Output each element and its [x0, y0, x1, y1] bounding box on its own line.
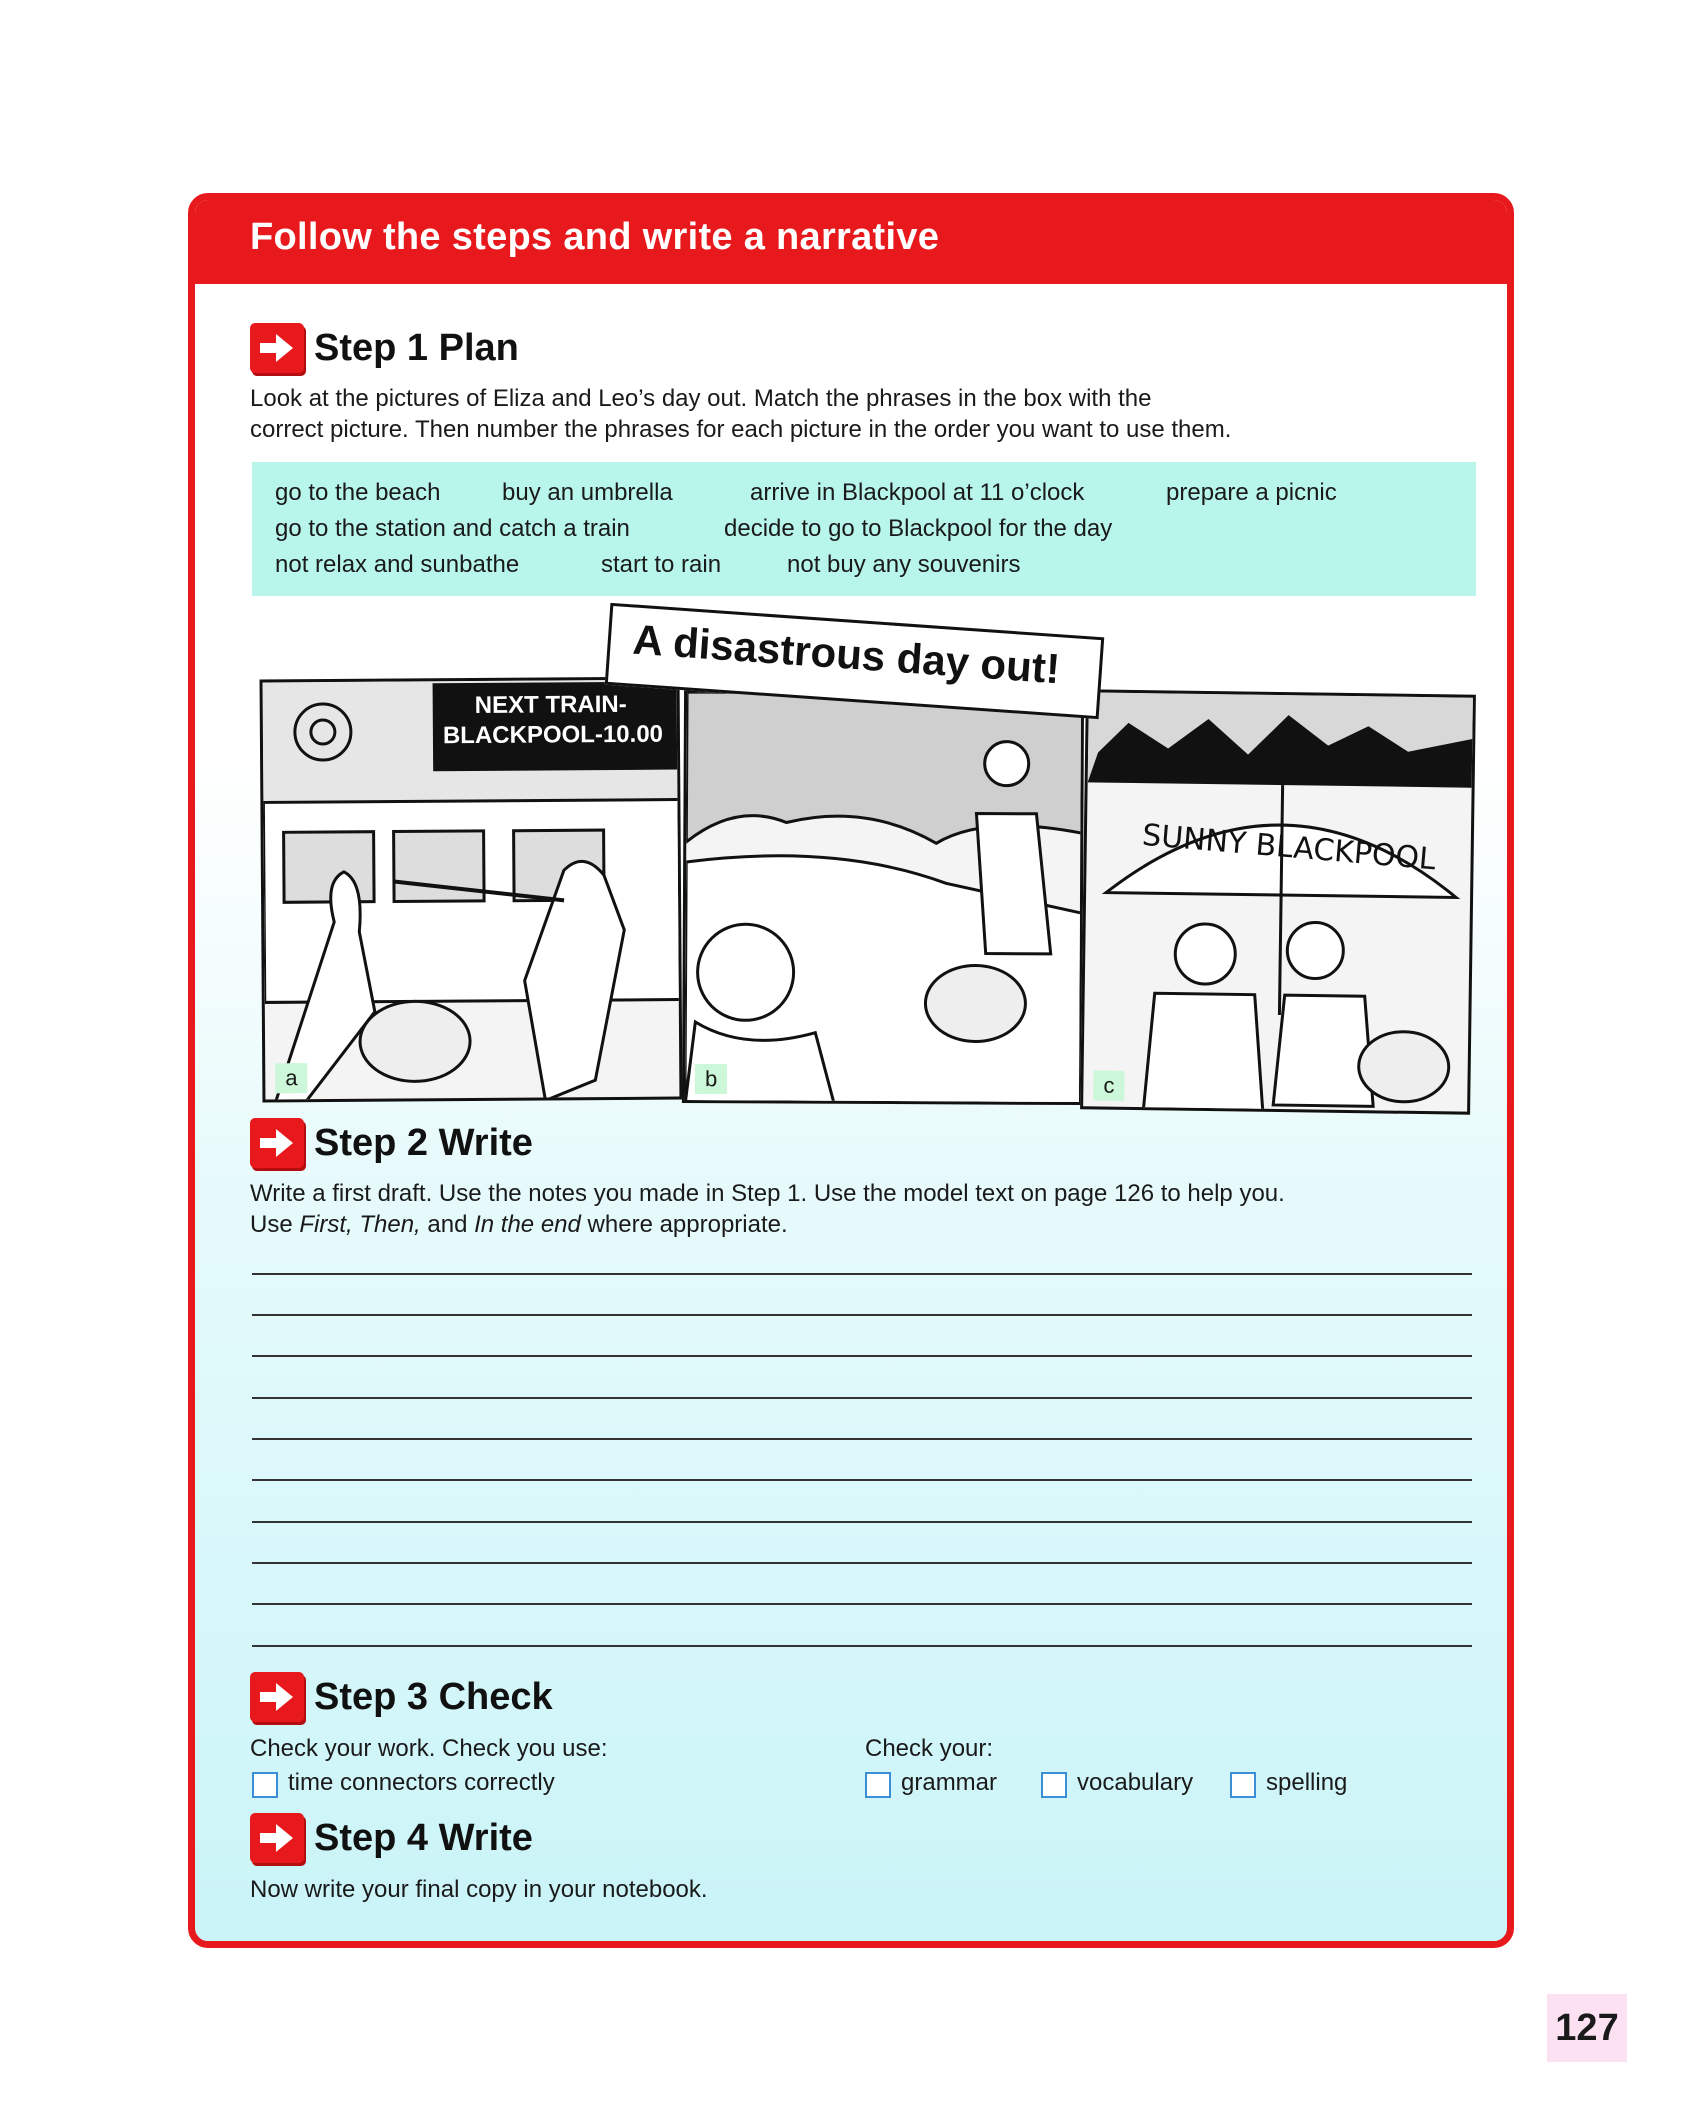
arrow-right-icon	[250, 323, 304, 373]
station-sign-line-1: NEXT TRAIN-	[474, 690, 627, 719]
check-your-prompt: Check your:	[865, 1735, 994, 1762]
grammar-label: grammar	[901, 1769, 998, 1796]
step-1-title: Step 1 Plan	[314, 326, 519, 369]
rain-beach-illustration	[685, 692, 1084, 1105]
grammar-checkbox[interactable]	[865, 1772, 891, 1798]
station-sign-line-2: BLACKPOOL-10.00	[442, 720, 664, 750]
vocabulary-checkbox[interactable]	[1041, 1772, 1067, 1798]
step-1-instructions-line-2: correct picture. Then number the phrases for each picture in the order you want to use them.	[250, 416, 1232, 443]
writing-line[interactable]	[252, 1603, 1472, 1605]
step-1-instructions-line-1: Look at the pictures of Eliza and Leo’s day out. Match the phrases in the box with the	[250, 385, 1152, 412]
writing-line[interactable]	[252, 1521, 1472, 1523]
writing-line[interactable]	[252, 1397, 1472, 1399]
phrase-item: buy an umbrella	[502, 479, 673, 506]
comic-label-b: b	[695, 1064, 727, 1094]
step-1-heading	[250, 323, 519, 373]
banner-text: A disastrous day out!	[631, 615, 1062, 693]
writing-line[interactable]	[252, 1273, 1472, 1275]
comic-picture-b	[682, 689, 1084, 1105]
comic-picture-c	[1080, 689, 1476, 1114]
time-connectors-label: time connectors correctly	[288, 1769, 555, 1796]
step-2-heading	[250, 1118, 533, 1168]
arrow-right-icon	[250, 1813, 304, 1863]
step-2-title: Step 2 Write	[314, 1121, 533, 1164]
writing-line[interactable]	[252, 1645, 1472, 1647]
connector-in-the-end: In the end	[474, 1211, 581, 1238]
step-3-heading	[250, 1672, 553, 1722]
step-2-instructions-line-1: Write a first draft. Use the notes you made in Step 1. Use the model text on page 126 to help you.	[250, 1180, 1285, 1207]
connector-first-then: First, Then,	[299, 1211, 421, 1238]
phrase-item: decide to go to Blackpool for the day	[724, 515, 1113, 542]
spelling-checkbox[interactable]	[1230, 1772, 1256, 1798]
phrase-item: arrive in Blackpool at 11 o’clock	[750, 479, 1085, 506]
check-work-prompt: Check your work. Check you use:	[250, 1735, 608, 1762]
step-4-instructions: Now write your final copy in your notebook.	[250, 1876, 708, 1903]
phrase-item: go to the beach	[275, 479, 441, 506]
arrow-right-icon	[250, 1672, 304, 1722]
comic-label-a: a	[275, 1063, 307, 1093]
time-connectors-checkbox[interactable]	[252, 1772, 278, 1798]
phrase-box	[252, 462, 1476, 596]
phrase-item: start to rain	[601, 551, 722, 578]
phrase-item: go to the station and catch a train	[275, 515, 630, 542]
panel-title: Follow the steps and write a narrative	[250, 216, 940, 258]
step-2-instructions-line-2: Use First, Then, and In the end where appropriate.	[250, 1211, 788, 1238]
umbrella-text: SUNNY BLACKPOOL	[1140, 817, 1438, 878]
writing-line[interactable]	[252, 1479, 1472, 1481]
step-3-title: Step 3 Check	[314, 1675, 553, 1718]
phrase-item: not relax and sunbathe	[275, 551, 520, 578]
step-4-heading	[250, 1813, 533, 1863]
step-4-title: Step 4 Write	[314, 1816, 533, 1859]
comic-label-c: c	[1093, 1070, 1124, 1100]
vocabulary-label: vocabulary	[1077, 1769, 1194, 1796]
phrase-item: prepare a picnic	[1166, 479, 1337, 506]
comic-picture-a	[260, 677, 683, 1103]
writing-line[interactable]	[252, 1314, 1472, 1316]
writing-line[interactable]	[252, 1438, 1472, 1440]
spelling-label: spelling	[1266, 1769, 1348, 1796]
writing-line[interactable]	[252, 1355, 1472, 1357]
page-number: 127	[1547, 1994, 1627, 2062]
phrase-item: not buy any souvenirs	[787, 551, 1021, 578]
narrative-panel	[188, 193, 1514, 1948]
umbrella-picnic-illustration	[1083, 692, 1476, 1114]
arrow-right-icon	[250, 1118, 304, 1168]
panel-header	[195, 200, 1507, 284]
writing-line[interactable]	[252, 1562, 1472, 1564]
